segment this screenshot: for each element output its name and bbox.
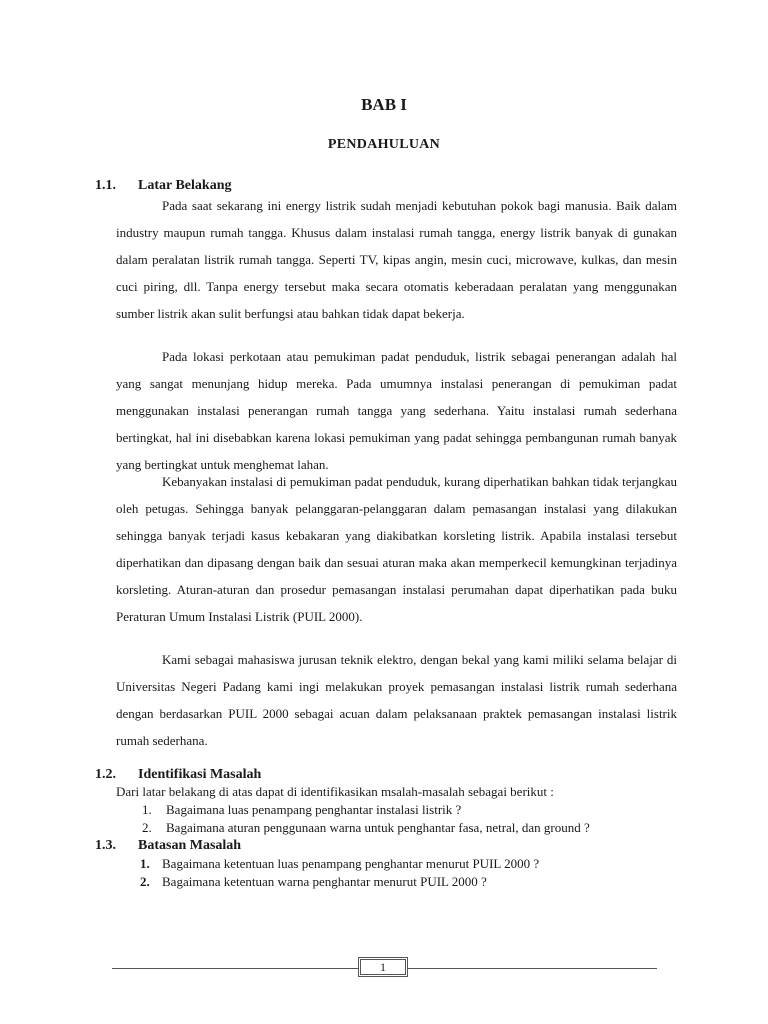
paragraph-1: Pada saat sekarang ini energy listrik sudah menjadi kebutuhan pokok bagi manusia. Baik dalam industry maupun rumah tangga. Khusus dalam instalasi rumah tangga, energy listrik banyak di gunakan dalam peralatan listrik rumah tangga. Seperti TV, kipas angin, mesin cuci, microwave, kulkas, dan mesin cuci piring, dll. Tanpa energy tersebut maka secara otomatis keberadaan peralatan yang menggunakan sumber listrik akan sulit berfungsi atau bahkan tidak dapat bekerja.	[116, 198, 677, 321]
paragraph-3: Kebanyakan instalasi di pemukiman padat penduduk, kurang diperhatikan bahkan tidak terjangkau oleh petugas. Sehingga banyak pelanggaran-pelanggaran dalam pemasangan instalasi yang dilakukan sehingga banyak terjadi kasus kebakaran yang diakibatkan korsleting listrik. Apabila instalasi tersebut diperhatikan dan dipasang dengan baik dan sesuai aturan maka akan memperkecil kemungkinan terjadinya korsleting. Aturan-aturan dan prosedur pemasangan instalasi perumahan dapat diperhatikan pada buku Peraturan Umum Instalasi Listrik (PUIL 2000).	[116, 474, 677, 624]
list-item-number: 2.	[142, 820, 152, 835]
paragraph-4: Kami sebagai mahasiswa jurusan teknik elektro, dengan bekal yang kami miliki selama belajar di Universitas Negeri Padang kami ingi melakukan proyek pemasangan instalasi listrik rumah sederhana dengan berdasarkan PUIL 2000 sebagai acuan dalam pelaksanaan praktek pemasangan instalasi listrik rumah sederhana.	[116, 652, 677, 748]
list-item: Bagaimana ketentuan luas penampang penghantar menurut PUIL 2000 ?	[162, 856, 540, 871]
section-1-2-intro: Dari latar belakang di atas dapat di identifikasikan msalah-masalah sebagai berikut :	[116, 784, 554, 799]
list-item-number: 1.	[140, 856, 150, 871]
chapter-title: BAB I	[361, 95, 407, 114]
list-item-number: 2.	[140, 874, 150, 889]
list-item: Bagaimana ketentuan warna penghantar menurut PUIL 2000 ?	[162, 874, 487, 889]
footer-rule-left	[112, 968, 358, 969]
list-item: Bagaimana luas penampang penghantar instalasi listrik ?	[166, 802, 462, 817]
section-1-3-title: Batasan Masalah	[138, 838, 242, 853]
page-number: 1	[380, 960, 386, 974]
chapter-subtitle: PENDAHULUAN	[327, 137, 441, 152]
page-number-box	[358, 957, 408, 977]
list-item-number: 1.	[142, 802, 152, 817]
paragraph-2: Pada lokasi perkotaan atau pemukiman padat penduduk, listrik sebagai penerangan adalah hal yang sangat menunjang hidup mereka. Pada umumnya instalasi penerangan di pemukiman padat menggunakan instalasi penerangan rumah tangga yang sederhana. Yaitu instalasi rumah sederhana bertingkat, hal ini disebabkan karena lokasi pemukiman yang padat sehingga pembangunan rumah banyak yang bertingkat untuk menghemat lahan.	[116, 349, 677, 472]
footer-rule-right	[408, 968, 657, 969]
list-item: Bagaimana aturan penggunaan warna untuk penghantar fasa, netral, dan ground ?	[166, 820, 590, 835]
section-1-1-title: Latar Belakang	[138, 178, 232, 193]
section-1-2-number: 1.2.	[95, 767, 116, 782]
section-1-1-number: 1.1.	[95, 178, 116, 193]
section-1-3-number: 1.3.	[95, 838, 116, 853]
section-1-2-title: Identifikasi Masalah	[138, 767, 262, 782]
